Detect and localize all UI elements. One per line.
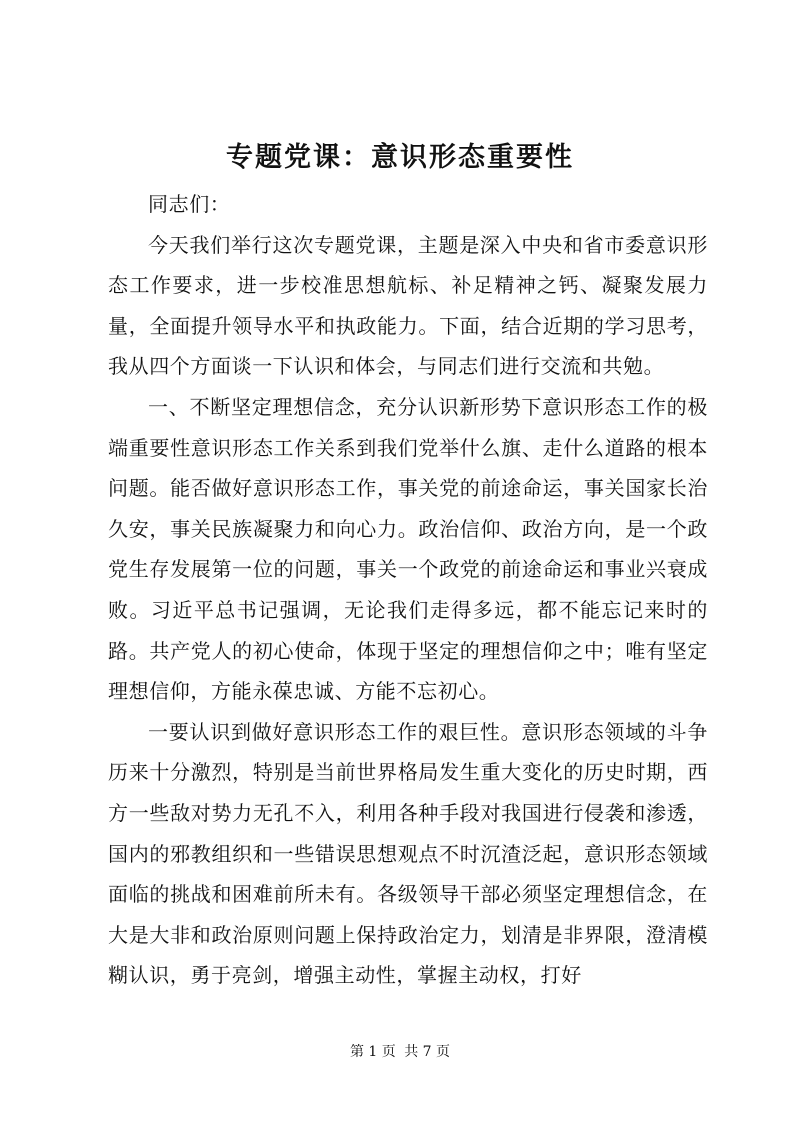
page-total: 共 7 页 <box>404 1044 451 1060</box>
page-number: 第 1 页 <box>349 1044 396 1060</box>
section-one-paragraph: 一、不断坚定理想信念，充分认识新形势下意识形态工作的极端重要性意识形态工作关系到我们党举什么旗、走什么道路的根本问题。能否做好意识形态工作，事关党的前途命运，事关国家长治久安，事关民族凝聚力和向心力。政治信仰、政治方向，是一个政党生存发展第一位的问题，事关一个政党的前途命运和事业兴衰成败。习近平总书记强调，无论我们走得多远，都不能忘记来时的路。共产党人的初心使命，体现于坚定的理想信仰之中；唯有坚定理想信仰，方能永葆忠诚、方能不忘初心。 <box>108 394 708 704</box>
page-footer <box>0 1042 800 1062</box>
point-one-paragraph: 一要认识到做好意识形态工作的艰巨性。意识形态领域的斗争历来十分激烈，特别是当前世界格局发生重大变化的历史时期，西方一些敌对势力无孔不入，利用各种手段对我国进行侵袭和渗透，国内的邪教组织和一些错误思想观点不时沉渣泛起，意识形态领域面临的挑战和困难前所未有。各级领导干部必须坚定理想信念，在大是大非和政治原则问题上保持政治定力，划清是非界限，澄清模糊认识，勇于亮剑，增强主动性，掌握主动权，打好 <box>108 719 708 988</box>
salutation-paragraph: 同志们： <box>148 192 231 216</box>
intro-paragraph: 今天我们举行这次专题党课，主题是深入中央和省市委意识形态工作要求，进一步校准思想航标、补足精神之钙、凝聚发展力量，全面提升领导水平和执政能力。下面，结合近期的学习思考，我从四个方面谈一下认识和体会，与同志们进行交流和共勉。 <box>108 232 708 379</box>
document-body <box>108 184 708 996</box>
document-title: 专题党课：意识形态重要性 <box>226 142 574 173</box>
